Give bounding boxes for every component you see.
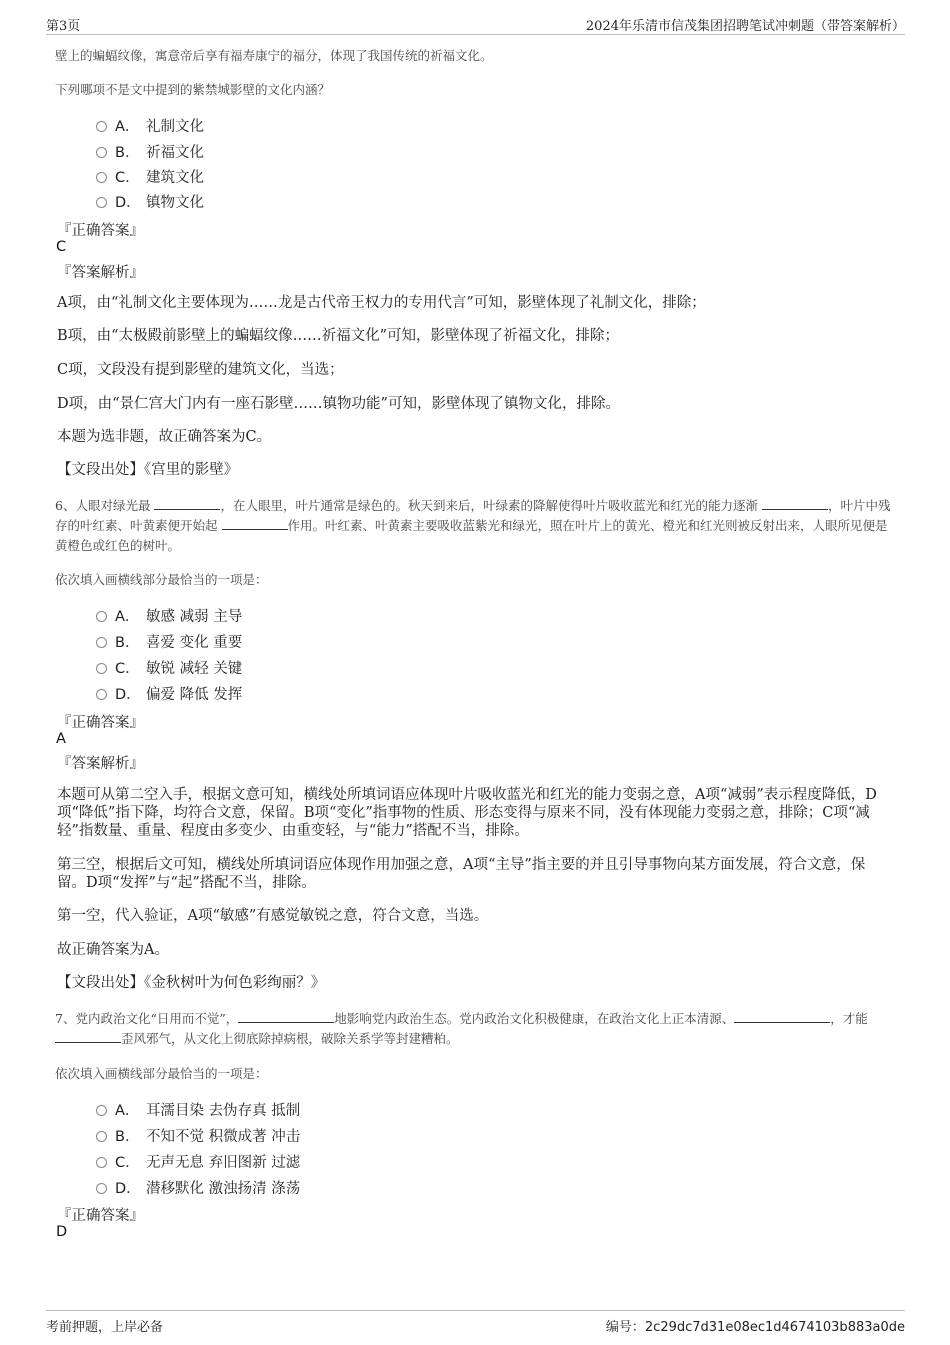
- option-key: B．: [115, 635, 140, 651]
- radio-icon[interactable]: [96, 197, 107, 208]
- q5-option-c[interactable]: [96, 166, 204, 187]
- radio-icon[interactable]: [96, 637, 107, 648]
- page-footer: [46, 1310, 905, 1335]
- q5-analysis-label: 『答案解析』: [57, 265, 144, 281]
- code-label: 编号：: [605, 1320, 645, 1335]
- q7-passage: [55, 1009, 898, 1049]
- option-key: D．: [115, 195, 141, 211]
- document-code: [606, 1316, 905, 1335]
- fill-blank: [222, 517, 288, 530]
- passage-text: ，在人眼里，叶片通常是绿色的。秋天到来后，叶绿素的降解使得叶片吸收蓝光和红光的能力逐渐: [220, 498, 758, 513]
- option-key: A．: [115, 1103, 140, 1119]
- radio-icon[interactable]: [96, 172, 107, 183]
- q6-option-b[interactable]: [96, 631, 242, 652]
- radio-icon[interactable]: [96, 1183, 107, 1194]
- q6-analysis-second-blank: 本题可从第二空入手，根据文意可知，横线处所填词语应体现叶片吸收蓝光和红光的能力变弱之意，A项“减弱”表示程度降低，D项“降低”指下降，均符合文意，保留。B项“变化”指事物的性质、形态变得与原来不同，没有体现能力变弱之意，排除；C项“减轻”指数量、重量、程度由多变少、由重变轻，与“能力”搭配不当，排除。: [57, 787, 877, 839]
- q5-analysis-d: D项，由“景仁宫大门内有一座石影壁……镇物功能”可知，影壁体现了镇物文化，排除。: [57, 396, 620, 412]
- page-header: [46, 12, 905, 35]
- option-text: 礼制文化: [146, 119, 204, 135]
- q6-analysis-label: 『答案解析』: [57, 756, 144, 772]
- code-value: 2c29dc7d31e08ec1d4674103b883a0de: [644, 1320, 905, 1335]
- q6-answer: A: [56, 731, 66, 747]
- radio-icon[interactable]: [96, 663, 107, 674]
- option-key: B．: [115, 145, 140, 161]
- q6-analysis-third-blank: 第三空，根据后文可知，横线处所填词语应体现作用加强之意，A项“主导”指主要的并且引导事物向某方面发展，符合文意，保留。D项“发挥”与“起”搭配不当，排除。: [57, 857, 866, 891]
- passage-text: 6、人眼对绿光最: [55, 498, 151, 513]
- option-text: 潜移默化 激浊扬清 涤荡: [146, 1181, 301, 1197]
- radio-icon[interactable]: [96, 1131, 107, 1142]
- option-text: 建筑文化: [146, 170, 204, 186]
- q6-source: 【文段出处】《金秋树叶为何色彩绚丽？》: [57, 975, 326, 991]
- q5-source: 【文段出处】《宫里的影壁》: [57, 462, 239, 478]
- radio-icon[interactable]: [96, 1105, 107, 1116]
- option-key: C．: [115, 1155, 140, 1171]
- option-text: 不知不觉 积微成著 冲击: [146, 1129, 301, 1145]
- q6-passage: [55, 496, 898, 556]
- q6-answer-label: 『正确答案』: [57, 715, 144, 731]
- option-key: A．: [115, 119, 140, 135]
- option-key: D．: [115, 687, 141, 703]
- option-text: 偏爱 降低 发挥: [146, 687, 243, 703]
- passage-text: 歪风邪气，从文化上彻底除掉病根，破除关系学等封建糟粕。: [121, 1031, 459, 1046]
- passage-text: 地影响党内政治生态。党内政治文化积极健康，在政治文化上正本清源、: [334, 1011, 735, 1026]
- q5-stem: 下列哪项不是文中提到的紫禁城影壁的文化内涵？: [55, 82, 331, 97]
- q7-answer-label: 『正确答案』: [57, 1208, 144, 1224]
- q5-analysis-a: A项，由“礼制文化主要体现为……龙是古代帝王权力的专用代言”可知，影壁体现了礼制文化，排除；: [57, 295, 706, 311]
- q6-stem: 依次填入画横线部分最恰当的一项是：: [55, 572, 268, 587]
- fill-blank: [55, 1030, 121, 1043]
- fill-blank: [154, 497, 220, 510]
- fill-blank: [238, 1010, 334, 1023]
- page-number: 第3页: [46, 19, 81, 34]
- option-text: 镇物文化: [146, 195, 204, 211]
- q6-conclusion: 故正确答案为A。: [57, 942, 169, 958]
- q7-option-d[interactable]: [96, 1177, 300, 1198]
- q5-analysis-c: C项，文段没有提到影壁的建筑文化，当选；: [57, 362, 344, 378]
- option-key: C．: [115, 170, 140, 186]
- q7-option-c[interactable]: [96, 1151, 300, 1172]
- radio-icon[interactable]: [96, 1157, 107, 1168]
- radio-icon[interactable]: [96, 121, 107, 132]
- passage-text: ，叶片中残存的叶红素、叶黄素便开始起: [55, 498, 891, 533]
- q5-answer-label: 『正确答案』: [57, 223, 144, 239]
- q5-passage-tail: 壁上的蝙蝠纹像，寓意帝后享有福寿康宁的福分，体现了我国传统的祈福文化。: [55, 48, 493, 63]
- q6-option-c[interactable]: [96, 657, 242, 678]
- q7-option-a[interactable]: [96, 1099, 300, 1120]
- q6-option-a[interactable]: [96, 605, 242, 626]
- radio-icon[interactable]: [96, 611, 107, 622]
- option-text: 敏锐 减轻 关键: [146, 661, 243, 677]
- q7-option-b[interactable]: [96, 1125, 300, 1146]
- passage-text: 作用。叶红素、叶黄素主要吸收蓝紫光和绿光，照在叶片上的黄光、橙光和红光则被反射出来，人眼所见便是黄橙色或红色的树叶。: [55, 518, 888, 553]
- q5-analysis-b: B项，由“太极殿前影壁上的蝙蝠纹像……祈福文化”可知，影壁体现了祈福文化，排除；: [57, 328, 619, 344]
- q5-option-a[interactable]: [96, 115, 204, 136]
- option-text: 敏感 减弱 主导: [146, 609, 243, 625]
- document-title: 2024年乐清市信茂集团招聘笔试冲刺题（带答案解析）: [585, 19, 905, 34]
- option-text: 喜爱 变化 重要: [146, 635, 243, 651]
- q6-analysis-first-blank: 第一空，代入验证，A项“敏感”有感觉敏锐之意，符合文意，当选。: [57, 908, 489, 924]
- option-key: A．: [115, 609, 140, 625]
- option-key: D．: [115, 1181, 141, 1197]
- q5-option-b[interactable]: [96, 141, 204, 162]
- radio-icon[interactable]: [96, 147, 107, 158]
- passage-text: ，才能: [830, 1011, 868, 1026]
- option-text: 无声无息 弃旧图新 过滤: [146, 1155, 301, 1171]
- option-text: 祈福文化: [146, 145, 204, 161]
- passage-text: 7、党内政治文化“日用而不觉”，: [55, 1011, 239, 1026]
- footer-slogan: 考前押题，上岸必备: [46, 1320, 164, 1335]
- q7-answer: D: [56, 1224, 68, 1240]
- q5-option-d[interactable]: [96, 191, 204, 212]
- option-text: 耳濡目染 去伪存真 抵制: [146, 1103, 301, 1119]
- q7-stem: 依次填入画横线部分最恰当的一项是：: [55, 1066, 268, 1081]
- option-key: C．: [115, 661, 140, 677]
- fill-blank: [734, 1010, 830, 1023]
- radio-icon[interactable]: [96, 689, 107, 700]
- q6-option-d[interactable]: [96, 683, 242, 704]
- option-key: B．: [115, 1129, 140, 1145]
- q5-conclusion: 本题为选非题，故正确答案为C。: [57, 429, 272, 445]
- q5-answer: C: [56, 239, 67, 255]
- fill-blank: [762, 497, 828, 510]
